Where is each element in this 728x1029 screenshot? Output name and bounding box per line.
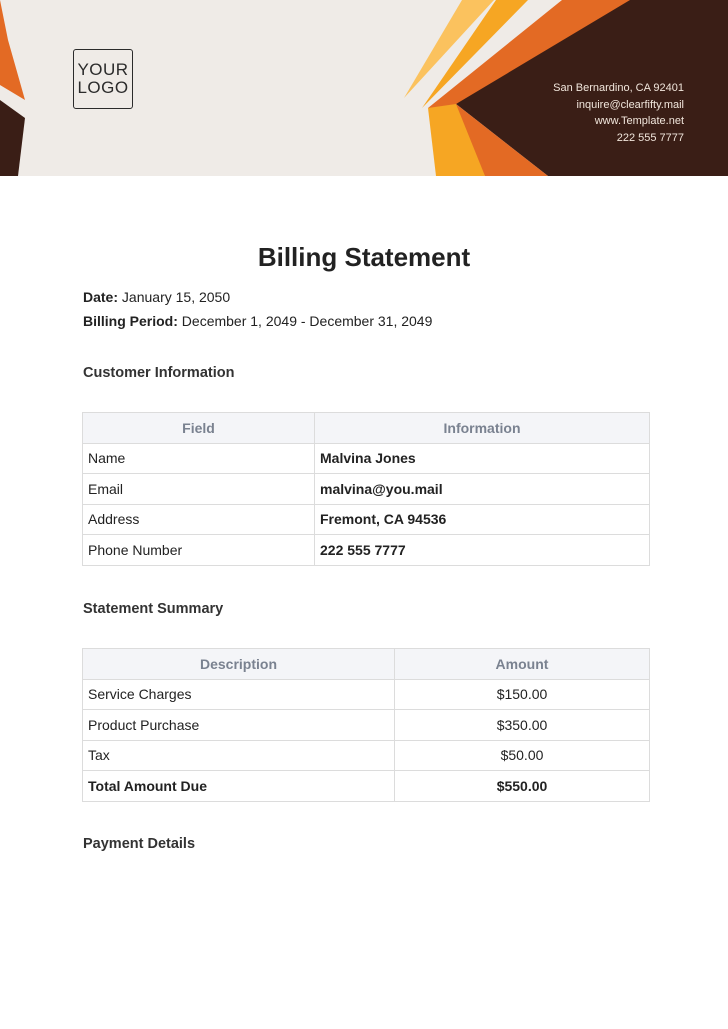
logo-line-2: LOGO (77, 78, 129, 97)
description-cell: Product Purchase (83, 710, 395, 741)
letterhead (0, 0, 728, 176)
total-row (83, 771, 650, 802)
company-logo (73, 49, 133, 109)
statement-summary-table (82, 648, 650, 802)
period-label: Billing Period (83, 313, 174, 329)
column-header-information: Information (315, 413, 650, 444)
info-cell: malvina@you.mail (315, 474, 650, 505)
amount-cell: $150.00 (395, 679, 650, 710)
table-row (83, 740, 650, 771)
contact-info (553, 80, 684, 146)
payment-details-heading: Payment Details (83, 836, 196, 852)
field-cell: Address (83, 504, 315, 535)
column-header-description: Description (83, 649, 395, 680)
contact-email: inquire@clearfifty.mail (576, 98, 684, 111)
table-row (83, 504, 650, 535)
info-cell: 222 555 7777 (315, 535, 650, 566)
column-header-field: Field (83, 413, 315, 444)
total-label-cell: Total Amount Due (83, 771, 395, 802)
amount-cell: $350.00 (395, 710, 650, 741)
customer-info-heading: Customer Information (83, 365, 235, 381)
logo-line-1: YOUR (77, 60, 129, 79)
customer-info-table (82, 412, 650, 566)
field-cell: Phone Number (83, 535, 315, 566)
column-header-amount: Amount (395, 649, 650, 680)
period-value: December 1, 2049 - December 31, 2049 (181, 313, 433, 329)
table-row (83, 679, 650, 710)
description-cell: Service Charges (83, 679, 395, 710)
contact-address: San Bernardino, CA 92401 (553, 82, 684, 94)
amount-cell: $50.00 (395, 740, 650, 771)
table-header-row (83, 413, 650, 444)
field-cell: Name (83, 443, 315, 474)
description-cell: Tax (83, 740, 395, 771)
date-value: January 15, 2050 (121, 289, 231, 305)
info-cell: Fremont, CA 94536 (315, 504, 650, 535)
contact-phone: 222 555 7777 (616, 131, 684, 144)
field-cell: Email (83, 474, 315, 505)
statement-date: Date: January 15, 2050 (83, 289, 231, 305)
table-header-row (83, 649, 650, 680)
table-row (83, 474, 650, 505)
table-row (83, 710, 650, 741)
date-label: Date (83, 289, 114, 305)
table-row (83, 443, 650, 474)
total-amount-cell: $550.00 (395, 771, 650, 802)
billing-period: Billing Period: December 1, 2049 - December 31, 2049 (83, 313, 433, 329)
table-row (83, 535, 650, 566)
contact-website: www.Template.net (594, 115, 684, 127)
info-cell: Malvina Jones (315, 443, 650, 474)
page-title: Billing Statement (257, 242, 471, 272)
statement-summary-heading: Statement Summary (83, 601, 224, 617)
